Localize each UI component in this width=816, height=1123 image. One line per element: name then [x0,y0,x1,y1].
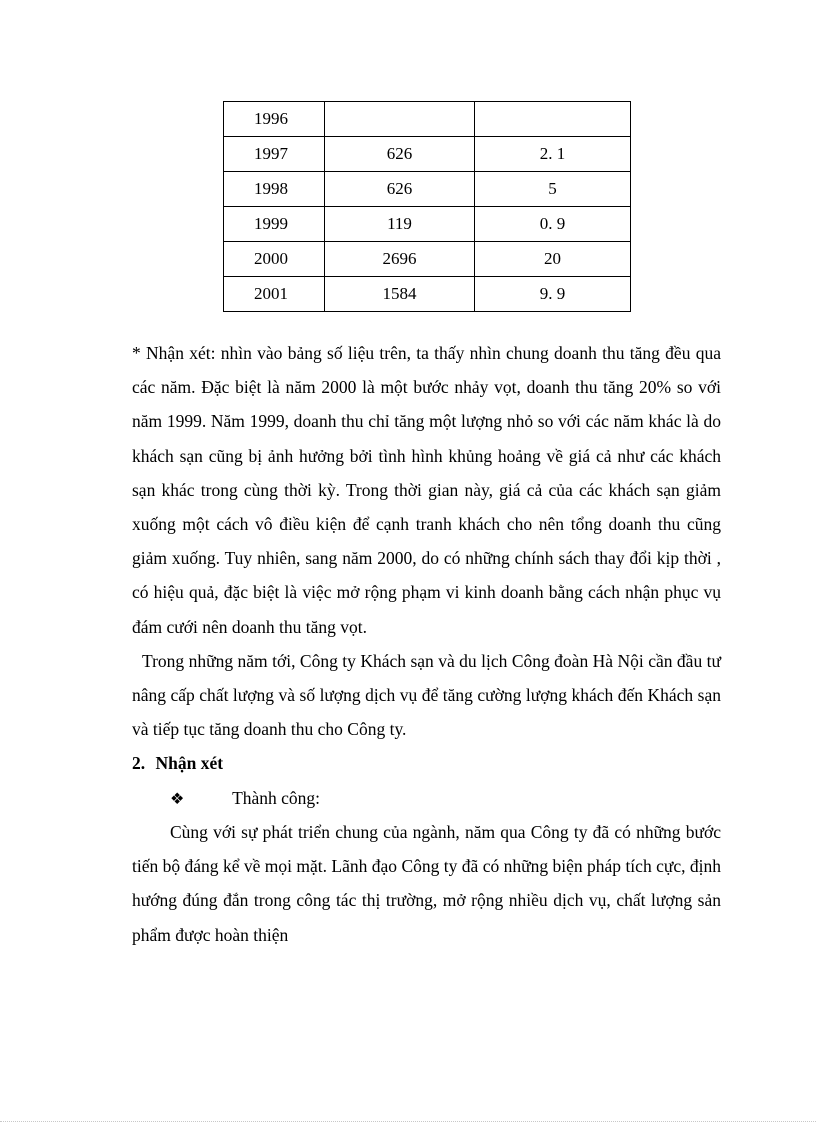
table-row [224,137,631,172]
success-paragraph [132,815,721,952]
comment-paragraph: * Nhận xét: nhìn vào bảng số liệu trên, ta thấy nhìn chung doanh thu tăng đều qua các năm. Đặc biệt là năm 2000 là một bước nhảy vọt, doanh thu tăng 20% so với năm 1999. Năm 1999, doanh thu chỉ tăng một lượng nhỏ so với các năm khác là do khách sạn cũng bị ảnh hưởng bởi tình hình khủng hoảng về giá cả như các khách sạn khác trong cùng thời kỳ. Trong thời gian này, giá cả của các khách sạn giảm xuống một cách vô điều kiện để cạnh tranh khách cho nên tổng doanh thu cũng giảm xuống. Tuy nhiên, sang năm 2000, do có những chính sách thay đổi kịp thời , có hiệu quả, đặc biệt là việc mở rộng phạm vi kinh doanh bằng cách nhận phục vụ đám cưới nên doanh thu tăng vọt. [132,343,721,637]
revenue-cell [325,102,475,137]
page-edge-divider [0,1121,816,1122]
percent-cell: 2. 1 [475,137,631,172]
revenue-cell: 2696 [325,242,475,277]
table-row [224,277,631,312]
percent-cell: 9. 9 [475,277,631,312]
year-cell: 1996 [224,102,325,137]
future-paragraph [132,644,721,747]
diamond-bullet-icon: ❖ [170,791,185,808]
revenue-cell: 626 [325,172,475,207]
revenue-cell: 1584 [325,277,475,312]
percent-cell [475,102,631,137]
success-paragraph-text: Cùng với sự phát triển chung của ngành, năm qua Công ty đã có những bước tiến bộ đáng kể về mọi mặt. Lãnh đạo Công ty đã có những biện pháp tích cực, định hướng đúng đắn trong công tác thị trường, mở rộng nhiều dịch vụ, chất lượng sản phẩm được hoàn thiện [132,822,721,945]
revenue-table [223,101,631,312]
year-cell: 1997 [224,137,325,172]
table-row [224,207,631,242]
percent-cell: 20 [475,242,631,277]
year-cell: 2001 [224,277,325,312]
future-paragraph-text: Trong những năm tới, Công ty Khách sạn và du lịch Công đoàn Hà Nội cần đầu tư nâng cấp chất lượng và số lượng dịch vụ để tăng cường lượng khách đến Khách sạn và tiếp tục tăng doanh thu cho Công ty. [132,651,721,740]
table-row [224,242,631,277]
success-label: Thành công: [232,788,321,808]
year-cell: 1998 [224,172,325,207]
revenue-cell: 119 [325,207,475,242]
percent-cell: 0. 9 [475,207,631,242]
percent-cell: 5 [475,172,631,207]
success-bullet [170,783,320,815]
section-number: 2. [132,753,146,773]
revenue-cell: 626 [325,137,475,172]
year-cell: 1999 [224,207,325,242]
section-heading [132,748,223,778]
table-row [224,172,631,207]
table-body [224,102,631,312]
table-row [224,102,631,137]
year-cell: 2000 [224,242,325,277]
section-title: Nhận xét [155,753,224,773]
